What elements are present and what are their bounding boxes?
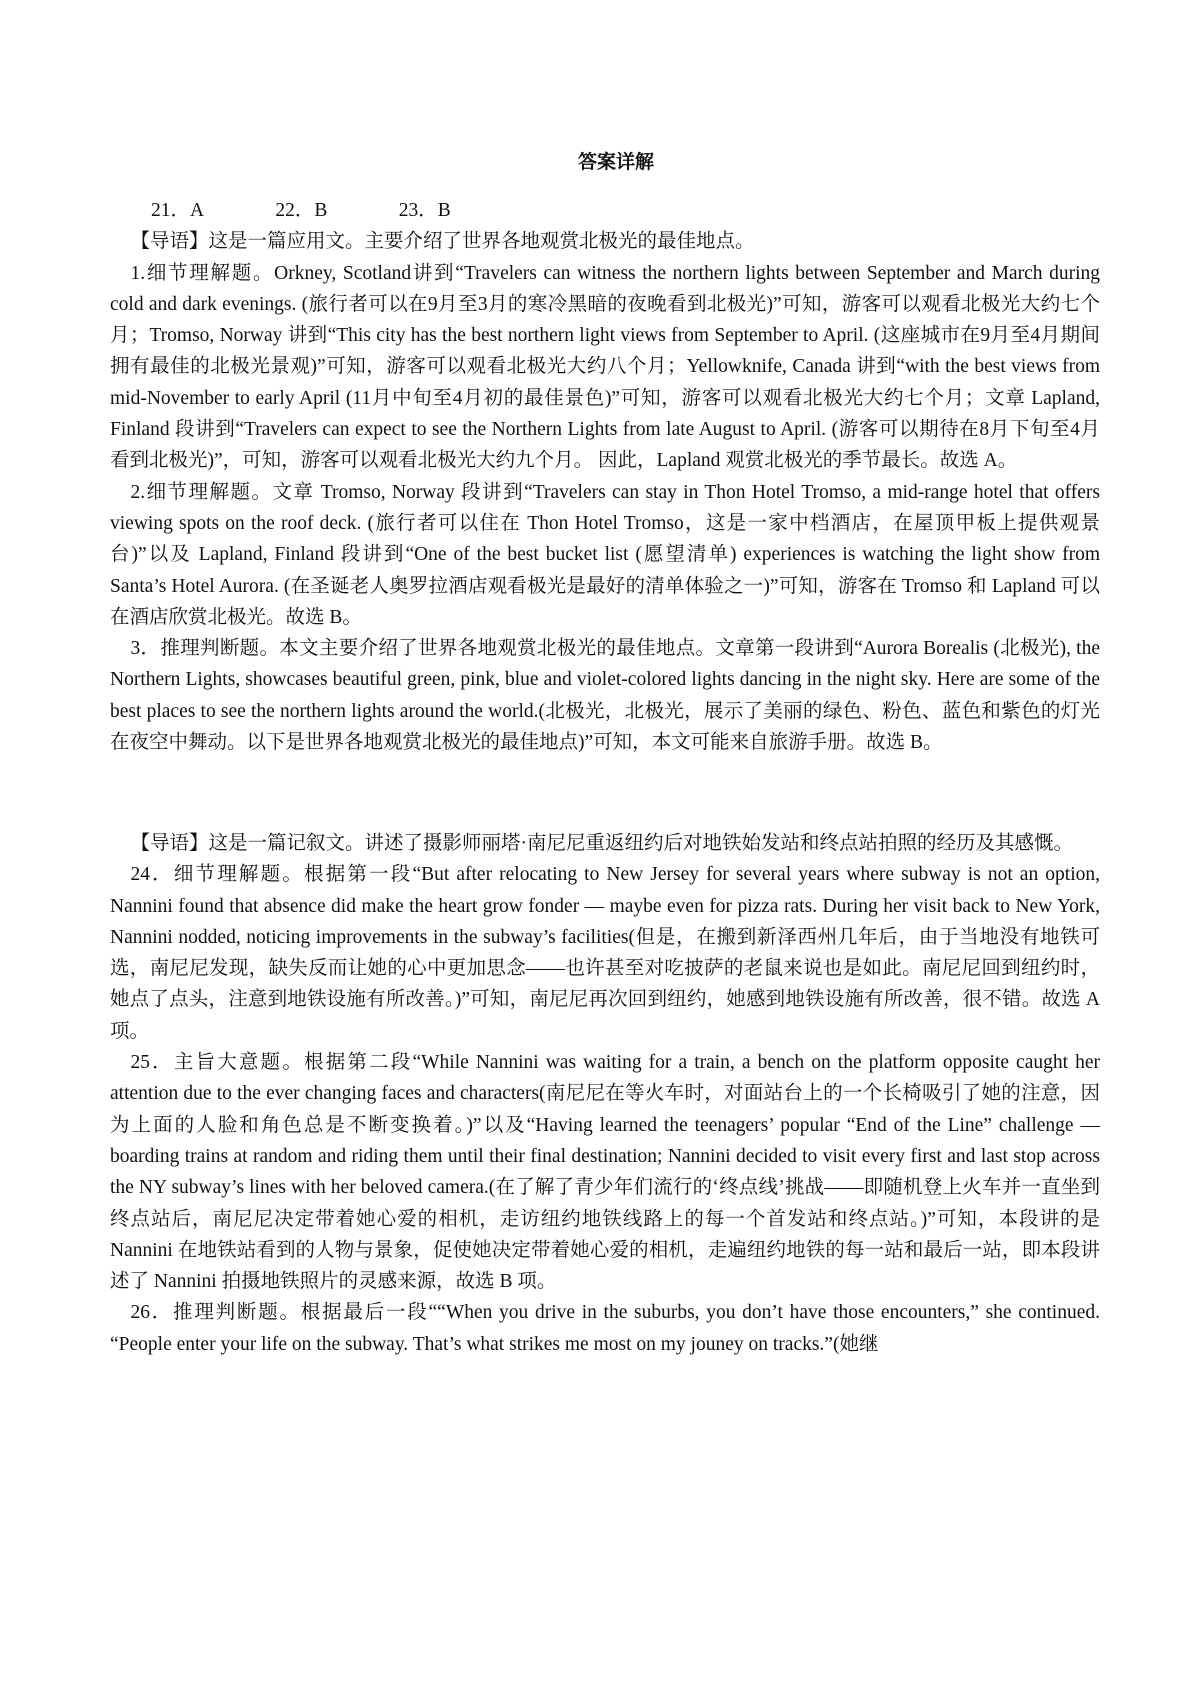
- section-reading-b: [110, 828, 1100, 1360]
- explanation-q26: 26．推理判断题。根据最后一段““When you drive in the suburbs, you don’t have those encounters,” she continued. “People enter your life on the subway. That’s what strikes me most on my jouney on tracks.”(她继: [110, 1302, 1100, 1355]
- answer-key: [110, 195, 1100, 226]
- answer-21: 21．A: [150, 200, 205, 221]
- answer-22: 22．B: [275, 200, 328, 221]
- intro-paragraph: 【导语】这是一篇记叙文。讲述了摄影师丽塔·南尼尼重返纽约后对地铁始发站和终点站拍照的经历及其感慨。: [130, 833, 1073, 854]
- explanation-q2: 2.细节理解题。文章 Tromso, Norway 段讲到“Travelers can stay in Thon Hotel Tromso, a mid-range hotel that offers viewing spots on the roof deck. (旅行者可以住在 Thon Hotel Tromso，这是一家中档酒店，在屋顶甲板上提供观景台)”以及 Lapland, Finland 段讲到“One of the best bucket list (愿望清单) experiences is watching the light show from Santa’s Hotel Aurora. (在圣诞老人奥罗拉酒店观看极光是最好的清单体验之一)”可知，游客在 Tromso 和 Lapland 可以在酒店欣赏北极光。故选 B。: [110, 481, 1100, 628]
- explanation-q3: 3．推理判断题。本文主要介绍了世界各地观赏北极光的最佳地点。文章第一段讲到“Aurora Borealis (北极光), the Northern Lights, showcases beautiful green, pink, blue and violet-colored lights dancing in the night sky. Here are some of the best places to see the northern lights around the world.(北极光，北极光，展示了美丽的绿色、粉色、蓝色和紫色的灯光在夜空中舞动。以下是世界各地观赏北极光的最佳地点)”可知，本文可能来自旅游手册。故选 B。: [110, 638, 1100, 754]
- explanation-q24: 24．细节理解题。根据第一段“But after relocating to New Jersey for several years where subway is not an option, Nannini found that absence did make the heart grow fonder — maybe even for pizza rats. During her visit back to New York, Nannini nodded, noticing improvements in the subway’s facilities(但是，在搬到新泽西州几年后，由于当地没有地铁可选，南尼尼发现，缺失反而让她的心中更加思念——也许甚至对吃披萨的老鼠来说也是如此。南尼尼回到纽约时，她点了点头，注意到地铁设施有所改善。)”可知，南尼尼再次回到纽约，她感到地铁设施有所改善，很不错。故选 A 项。: [110, 864, 1100, 1042]
- answer-23: 23．B: [398, 200, 451, 221]
- page-title: 答案详解: [577, 151, 654, 173]
- explanation-q25: 25．主旨大意题。根据第二段“While Nannini was waiting for a train, a bench on the platform opposite caught her attention due to the ever changing faces and characters(南尼尼在等火车时，对面站台上的一个长椅吸引了她的注意，因为上面的人脸和角色总是不断变换着。)”以及“Having learned the teenagers’ popular “End of the Line” challenge — boarding trains at random and riding them until their final destination; Nannini decided to visit every first and last stop across the NY subway’s lines with her beloved camera.(在了解了青少年们流行的‘终点线’挑战——即随机登上火车并一直坐到终点站后，南尼尼决定带着她心爱的相机，走访纽约地铁线路上的每一个首发站和终点站。)”可知，本段讲的是 Nannini 在地铁站看到的人物与景象，促使她决定带着她心爱的相机，走遍纽约地铁的每一站和最后一站，即本段讲述了 Nannini 拍摄地铁照片的灵感来源，故选 B 项。: [110, 1052, 1100, 1293]
- explanation-q1: 1.细节理解题。Orkney, Scotland讲到“Travelers can witness the northern lights between September and March during cold and dark evenings. (旅行者可以在9月至3月的寒冷黑暗的夜晚看到北极光)”可知，游客可以观看北极光大约七个月；Tromso, Norway 讲到“This city has the best northern light views from September to April. (这座城市在9月至4月期间拥有最佳的北极光景观)”可知，游客可以观看北极光大约八个月；Yellowknife, Canada 讲到“with the best views from mid-November to early April (11月中旬至4月初的最佳景色)”可知，游客可以观看北极光大约七个月；文章 Lapland, Finland 段讲到“Travelers can expect to see the Northern Lights from late August to April. (游客可以期待在8月下旬至4月看到北极光)”，可知，游客可以观看北极光大约九个月。 因此，Lapland 观赏北极光的季节最长。故选 A。: [110, 262, 1100, 472]
- section-reading-a: [110, 195, 1100, 758]
- intro-paragraph: 【导语】这是一篇应用文。主要介绍了世界各地观赏北极光的最佳地点。: [130, 231, 755, 253]
